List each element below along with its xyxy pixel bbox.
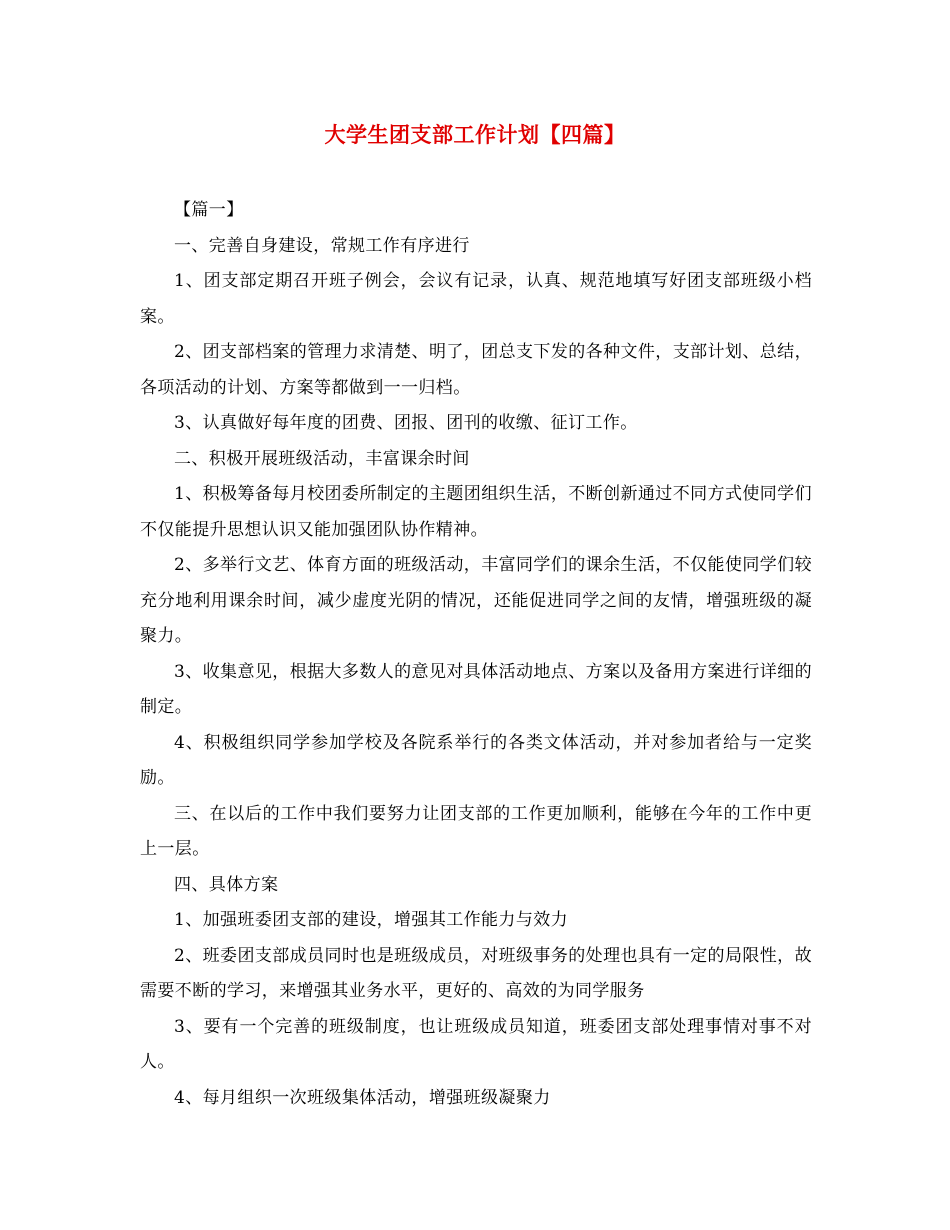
paragraph: 2、班委团支部成员同时也是班级成员，对班级事务的处理也具有一定的局限性，故需要不断的学习，来增强其业务水平，更好的、高效的为同学服务 — [140, 945, 812, 1001]
section-heading: 二、积极开展班级活动，丰富课余时间 — [174, 448, 470, 469]
paragraph: 3、收集意见，根据大多数人的意见对具体活动地点、方案以及备用方案进行详细的制定。 — [140, 661, 812, 717]
section-heading-part-one: 【篇一】 — [174, 200, 244, 220]
paragraph: 2、团支部档案的管理力求清楚、明了，团总支下发的各种文件，支部计划、总结，各项活动的计划、方案等都做到一一归档。 — [140, 342, 812, 398]
paragraph: 4、每月组织一次班级集体活动，增强班级凝聚力 — [174, 1087, 551, 1108]
paragraph: 1、加强班委团支部的建设，增强其工作能力与效力 — [174, 910, 569, 930]
paragraph: 2、多举行文艺、体育方面的班级活动，丰富同学们的课余生活，不仅能使同学们较充分地利用课余时间，减少虚度光阴的情况，还能促进同学之间的友情，增强班级的凝聚力。 — [140, 555, 812, 646]
document-body — [140, 193, 812, 1116]
paragraph: 3、认真做好每年度的团费、团报、团刊的收缴、征订工作。 — [174, 413, 638, 433]
section-heading: 四、具体方案 — [174, 874, 279, 895]
document-title: 大学生团支部工作计划【四篇】 — [324, 122, 626, 147]
paragraph: 3、要有一个完善的班级制度，也让班级成员知道，班委团支部处理事情对事不对人。 — [140, 1016, 812, 1072]
paragraph: 1、积极筹备每月校团委所制定的主题团组织生活，不断创新通过不同方式使同学们不仅能提升思想认识又能加强团队协作精神。 — [140, 484, 812, 540]
section-heading: 三、在以后的工作中我们要努力让团支部的工作更加顺利，能够在今年的工作中更上一层。 — [140, 803, 812, 859]
paragraph: 4、积极组织同学参加学校及各院系举行的各类文体活动，并对参加者给与一定奖励。 — [140, 732, 812, 788]
paragraph: 1、团支部定期召开班子例会，会议有记录，认真、规范地填写好团支部班级小档案。 — [140, 271, 812, 327]
section-heading: 一、完善自身建设，常规工作有序进行 — [174, 235, 470, 256]
